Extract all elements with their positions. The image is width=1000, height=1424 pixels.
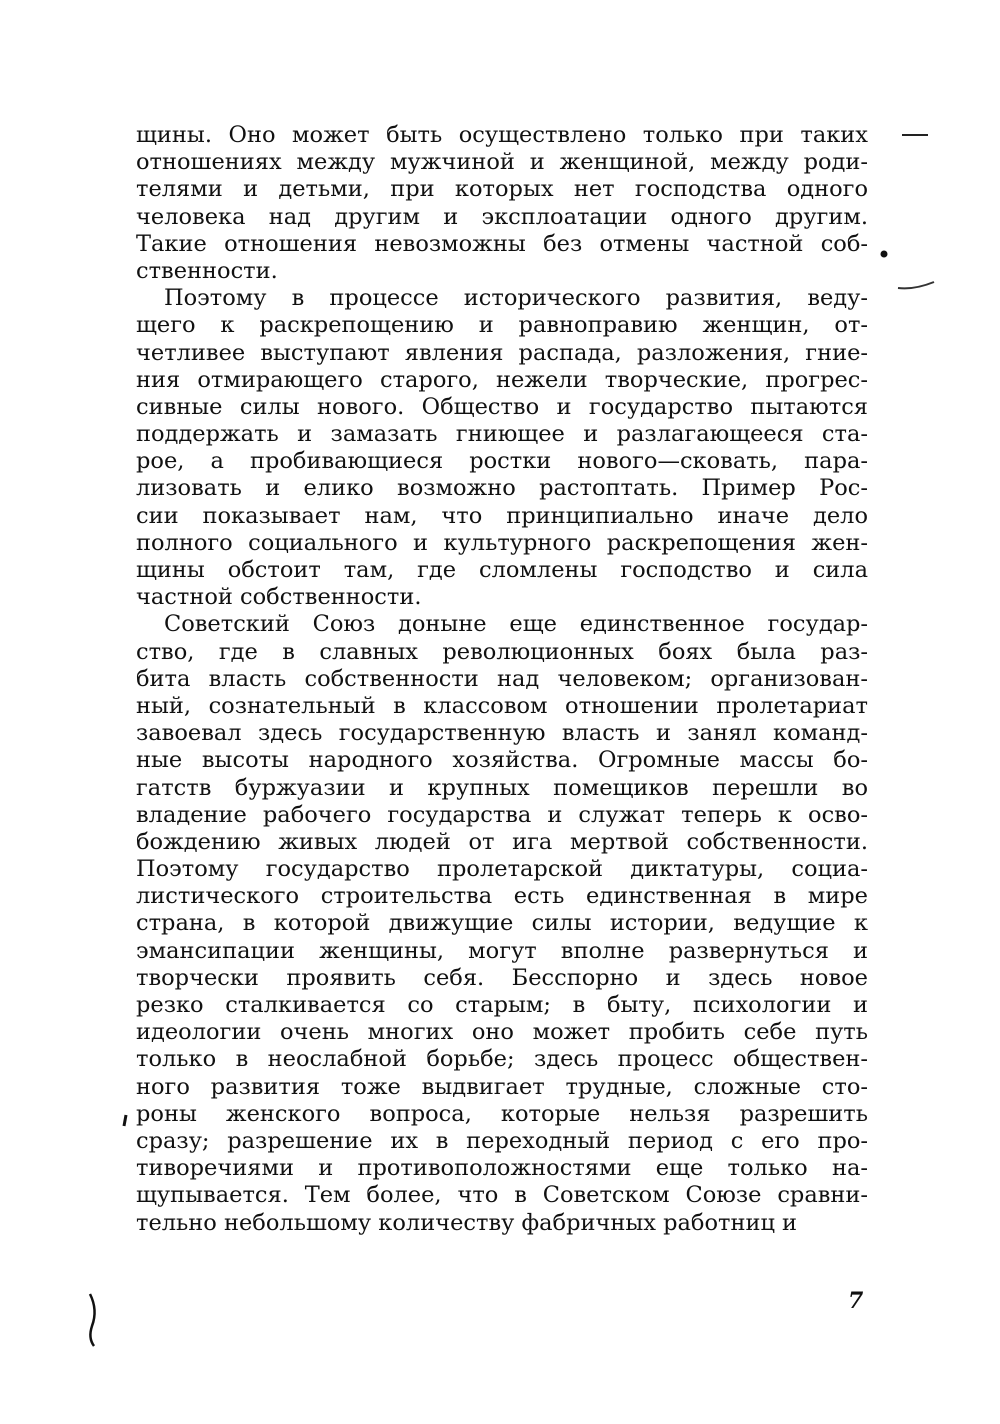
text-line: лизовать и елико возможно растоптать. Пример Рос- (136, 475, 868, 502)
text-line: четливее выступают явления распада, разложения, гние- (136, 339, 868, 366)
margin-bullet-mark (120, 1113, 130, 1129)
text-line: ного развития тоже выдвигает трудные, сложные сто- (136, 1073, 868, 1100)
text-line: идеологии очень многих оно может пробить себе путь (136, 1019, 868, 1046)
text-line: гатств буржуазии и крупных помещиков перешли во (136, 774, 868, 801)
text-line: бождению живых людей от ига мертвой собственности. (136, 828, 868, 855)
text-line: тельно небольшому количеству фабричных работниц и (136, 1209, 798, 1236)
text-line: творчески проявить себя. Бесспорно и здесь новое (136, 964, 868, 991)
text-line: завоевал здесь государственную власть и занял команд- (136, 720, 868, 747)
text-line: телями и детьми, при которых нет господства одного (136, 176, 868, 203)
text-line: резко сталкивается со старым; в быту, психологии и (136, 992, 868, 1018)
text-line: щупывается. Тем более, что в Советском Союзе сравни- (136, 1182, 868, 1209)
text-line: сии показывает нам, что принципиально иначе дело (136, 502, 868, 529)
text-line: только в неослабной борьбе; здесь процесс обществен- (136, 1046, 868, 1073)
text-line: ния отмирающего старого, нежели творческие, прогрес- (136, 366, 868, 393)
text-line: тиворечиями и противоположностями еще только на- (136, 1155, 868, 1182)
text-line: бита власть собственности над человеком; организован- (136, 665, 868, 692)
text-line: ственности. (136, 257, 278, 284)
margin-curve-mark (896, 276, 938, 296)
margin-dot-mark (876, 246, 892, 262)
page-number: 7 (848, 1288, 864, 1314)
text-line: щины обстоит там, где сломлены господство и сила (136, 557, 868, 583)
text-line: сразу; разрешение их в переходный период с его про- (136, 1127, 868, 1154)
text-line: частной собственности. (136, 584, 422, 611)
text-line: щины. Оно может быть осуществлено только при таких (136, 122, 868, 148)
text-line: эмансипации женщины, могут вполне развернуться и (136, 937, 868, 964)
body-text (136, 122, 868, 1237)
text-line: Советский Союз доныне еще единственное государ- (164, 611, 868, 638)
text-line: человека над другим и эксплоатации одного другим. (136, 203, 868, 230)
text-line: сивные силы нового. Общество и государство пытаются (136, 393, 868, 420)
text-line: полного социального и культурного раскрепощения жен- (136, 529, 868, 556)
text-line: рое, а пробивающиеся ростки нового—сковать, пара- (136, 448, 868, 475)
text-line: ные высоты народного хозяйства. Огромные массы бо- (136, 747, 868, 774)
text-line: владение рабочего государства и служат теперь к осво- (136, 801, 868, 828)
text-line: страна, в которой движущие силы истории, ведущие к (136, 910, 868, 937)
margin-dash-mark (900, 130, 930, 140)
text-line: ство, где в славных революционных боях была раз- (136, 638, 868, 665)
text-line: поддержать и замазать гниющее и разлагающееся ста- (136, 421, 868, 448)
text-line: отношениях между мужчиной и женщиной, между роди- (136, 149, 868, 176)
text-line: Поэтому в процессе исторического развития, веду- (164, 285, 868, 312)
text-line: листического строительства есть единственная в мире (136, 883, 868, 910)
text-line: щего к раскрепощению и равноправию женщин, от- (136, 312, 868, 339)
text-line: роны женского вопроса, которые нельзя разрешить (136, 1100, 868, 1127)
text-line: Поэтому государство пролетарской диктатуры, социа- (136, 856, 868, 883)
text-line: ный, сознательный в классовом отношении пролетариат (136, 692, 868, 719)
margin-bracket-mark (82, 1290, 106, 1350)
text-line: Такие отношения невозможны без отмены частной соб- (136, 230, 868, 257)
